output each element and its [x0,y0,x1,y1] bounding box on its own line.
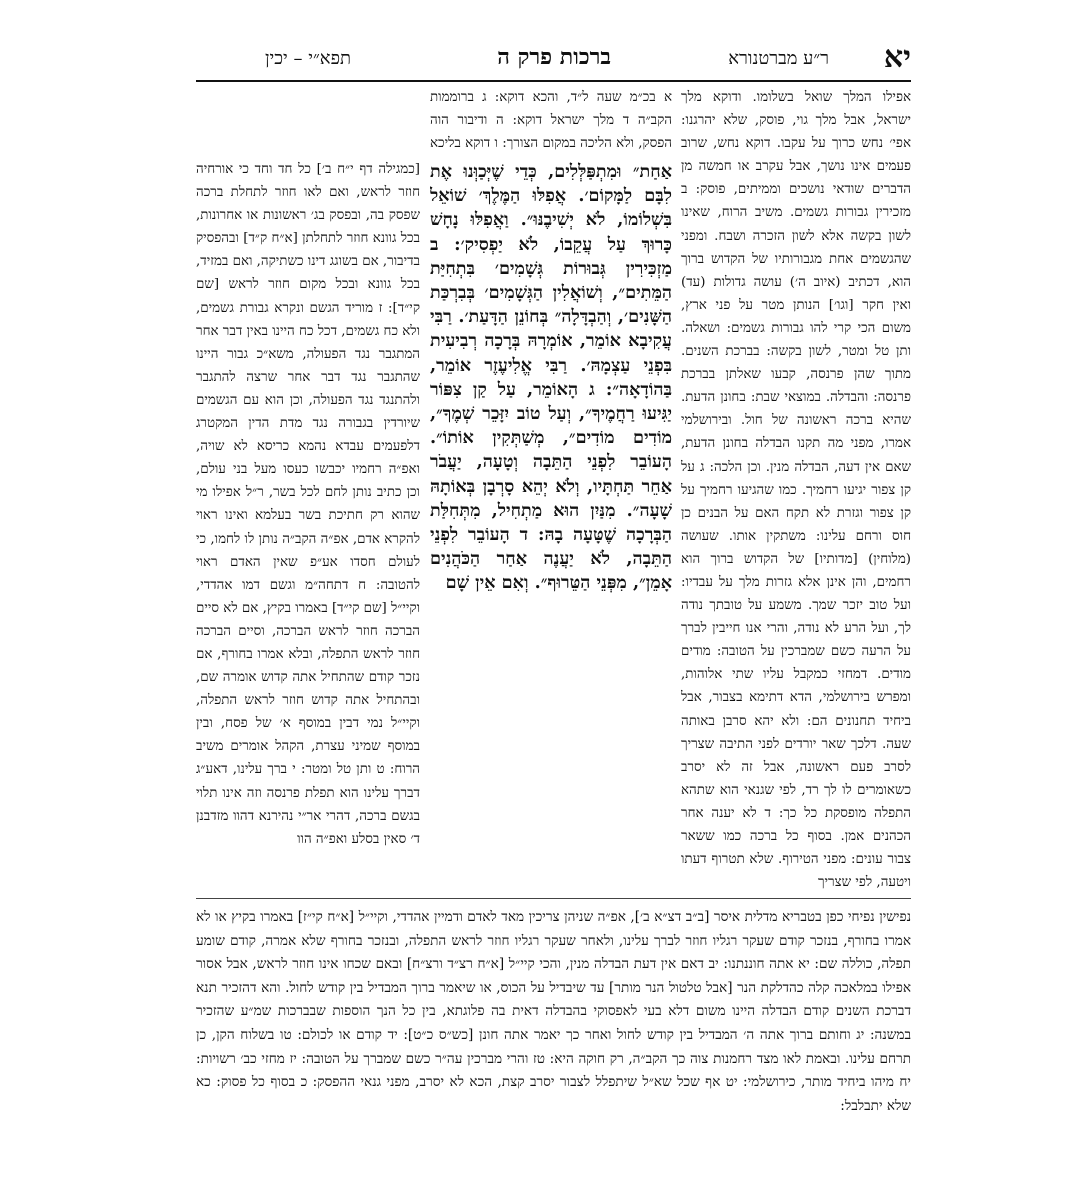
tiferet-top-notes [430,86,672,158]
bottom-commentary [196,906,911,1186]
header-rule [196,80,911,82]
bartenura-text: אפילו המלך שואל בשלומו. ודוקא מלך ישראל, אבל מלך גוי, פוסק, שלא יהרגנו: אפי׳ נחש כרוך על עקבו. דוקא נחש, שרוב פעמים אינו נושך, אבל עקרב או חמשה מן הדברים שודאי נושכים וממיתים, פוסק: ב מזכירין גבורות גשמים. משיב הרוח, שאינו לשון בקשה אלא לשון הזכרה ושבח. ומפני שהגשמים אחת מגבורותיו של הקדוש ברוך הוא, דכתיב (איוב ה׳) עושה גדולות (עד) ואין חקר [וגו׳] הנותן מטר על פני ארץ, משום הכי קרי להו גבורות גשמים: ושאלה. ותן טל ומטר, לשון בקשה: בברכת השנים. מתוך שהן פרנסה, קבעו שאלתן בברכת פרנסה: והבדלה. במוצאי שבת: בחונן הדעת. שהיא ברכה ראשונה של חול. ובירושלמי אמרו, מפני מה תקנו הבדלה בחונן הדעת, שאם אין דעה, הבדלה מנין. וכן הלכה: ג על קן צפור יגיעו רחמיך. כמו שהגיעו רחמיך על קן צפור וגזרת לא תקח האם על הבנים כן חוס ורחם עלינו: משתקין אותו. שעושה (מלוחין) [מדותיו] של הקדוש ברוך הוא רחמים, והן אינן אלא גזרות מלך על עבדיו: ועל טוב יזכר שמך. משמע על טובתך נודה לך, ועל הרע לא נודה, והרי אנו חייבין לברך על הרעה כשם שמברכין על הטובה: מודים מודים. דמחזי כמקבל עליו שתי אלוהות, ומפרש בירושלמי, הדא דתימא בצבור, אבל ביחיד תחנונים הם: ולא יהא סרבן באותה שעה. דלכך שאר יורדים לפני התיבה שצריך לסרב פעם ראשונה, אבל זה לא יסרב כשאומרים לו לך רד, לפי שגנאי הוא שתהא התפלה מופסקת כל כך: ד לא יענה אחר הכהנים אמן. בסוף כל ברכה כמו ששאר צבור עונים: מפני הטירוף. שלא תטרוף דעתו ויטעה, לפי שצריך [681,90,911,891]
tiferet-top-text: א בכ״מ שעה ל״ד, והכא דוקא: ג ברוממות הקב״ה ד מלך ישראל דוקא: ה ודיבור הוה הפסק, ולא הליכה במקום הצורך: ו דוקא בליכא [430,90,672,152]
mishnah-text: אַחַת״ וּמִתְפַּלְּלִים, כְּדֵי שֶׁיְּכַוְּנוּ אֶת לִבָּם לַמָּקוֹם׳. אֲפִלּוּ הַמֶּלֶךְ׳ שׁוֹאֵל בִּשְׁלוֹמוֹ, לֹא יְשִׁיבֶנּוּ״. וַאֲפִלּוּ נָחָשׁ כָּרוּךְ עַל עֲקֵבוֹ, לֹא יַפְסִיק׳: ב מַזְכִּירִין גְּבוּרוֹת גְּשָׁמִים׳ בִּתְחִיַּת הַמֵּתִים״, וְשׁוֹאֲלִין הַגְּשָׁמִים׳ בְּבִרְכַּת הַשָּׁנִים׳, וְהַבְדָּלָה״ בְּחוֹנֵן הַדָּעַת׳. רַבִּי עֲקִיבָא אוֹמֵר, אוֹמְרָהּ בְּרָכָה רְבִיעִית בִּפְנֵי עַצְמָהּ׳. רַבִּי אֱלִיעֶזֶר אוֹמֵר, בַּהוֹדָאָה״: ג הָאוֹמֵר, עַל קַן צִפּוֹר יַגִּיעוּ רַחֲמֶיךָ״, וְעַל טוֹב יִזָּכֵר שְׁמֶךָ״, מוֹדִים מוֹדִים״, מְשַׁתְּקִין אוֹתוֹ״. הָעוֹבֵר לִפְנֵי הַתֵּבָה וְטָעָה, יַעֲבֹר אַחֵר תַּחְתָּיו, וְלֹא יְהֵא סָרְבָן בְּאוֹתָהּ שָׁעָה״. מִנַּיִן הוּא מַתְחִיל, מִתְּחִלַּת הַבְּרָכָה שֶׁטָּעָה בָהּ: ד הָעוֹבֵר לִפְנֵי הַתֵּבָה, לֹא יַעֲנֶה אַחַר הַכֹּהֲנִים אָמֵן״, מִפְּנֵי הַטֵּרוּף״. וְאִם אֵין שָׁם [430,161,672,594]
tiferet-text: [כמגילה דף י״ח ב׳] כל חד וחד כי אורחיה חוזר לראש, ואם לאו חוזר לתחלת ברכה שפסק בה, ובפסק בג׳ ראשונות או אחרונות, בכל גוונא חוזר לתחלתן [א״ח ק״ד] ובהפסיק בדיבור, אם בשוגג דינו כשתיקה, ואם במזיד, בכל גוונא ובכל מקום חוזר לראש [שם קי״ד]: ז מוריד הגשם ונקרא גבורת גשמים, ולא כח גשמים, דכל כח היינו באין דבר אחר המתגבר נגד הפעולה, משא״כ גבור היינו שהתגבר נגד דבר אחר שרצה להתגבר ולהתנגד נגד הפעולה, וכן הוא עם הגשמים שיורדין בגבורה נגד מדת הדין המקטרג דלפעמים עבדא נהמא כריסא לא שויה, ואפ״ה רחמיו יכבשו כעסו מעל בני עולם, וכן כתיב נותן לחם לכל בשר, ר״ל אפילו מי שהוא רק חתיכת בשר בעלמא ואינו ראוי להקרא אדם, אפ״ה הקב״ה נותן לו לחמו, כי לעולם חסדו אע״פ שאין האדם ראוי להטובה: ח דתחה״מ וגשם דמו אהדדי, וקיי״ל [שם קי״ד] באמרו בקיץ, אם לא סיים הברכה חוזר לראש הברכה, וסיים הברכה חוזר לראש התפלה, ובלא אמרו בחורף, אם נזכר קודם שהתחיל אתה קדוש אומרה שם, ובהתחיל אתה קדוש חוזר לראש התפלה, וקיי״ל נמי דבין במוסף א׳ של פסח, ובין במוסף שמיני עצרת, הקהל אומרים משיב הרוח: ט ותן טל ומטר: י ברך עלינו, דאע״ג דברך עלינו הוא תפלת פרנסה וזה אינו תלוי בגשם ברכה, דהרי אר״י נהירנא דהוו מזדבנן ד׳ סאין בסלע ואפ״ה הוו [196,162,420,847]
bottom-divider [196,898,911,899]
page-number: יא [883,40,911,75]
bottom-commentary-text: נפישין נפיחי כפן בטבריא מדלית איסר [ב״ב דצ״א ב׳], אפ״ה שניהן צריכין מאד לאדם ודמיין אהדדי, וקיי״ל [א״ח קי״ז] באמרו בקיץ או לא אמרו בחורף, בנזכר קודם שעקר רגליו חוזר לברך עלינו, ולאחר שעקר רגליו חוזר לראש התפלה, ובנזכר בחורף שלא אמרה, קודם שומע תפלה, כוללה שם: יא אתה חוננתנו: יב דאם אין דעת הבדלה מנין, והכי קיי״ל [א״ח רצ״ד ורצ״ח] ובאם שכחו אינו חוזר לראש, אבל אסור אפילו במלאכה קלה כהדלקת הנר [אבל טלטול הנר מותר] עד שיבדיל על הכוס, או שיאמר ברוך המבדיל בין קודש לחול. והא דהזכיר תנא דברכת השנים קודם הבדלה היינו משום דלא בעי לאפסוקי בהבדלה דאית בה פלוגתא, בין כל הנך הוספות שבברכות שמ״ע שהזכיר במשנה: יג וחותם ברוך אתה ה׳ המבדיל בין קודש לחול ואחר כך יאמר אתה חונן [כש״ס כ״ט]: יד קודם או לכולם: טו בשלוח הקן, כן תרחם עלינו. ובאמת לאו מצד רחמנות צוה כך הקב״ה, רק חוקה היא: טז והרי מברכין עה״ר כשם שמברך על הטובה: יז מחזי כב׳ רשויות: יח מיהו ביחיד מותר, כירושלמי: יט אף שכל שא״ל שיתפלל לצבור יסרב קצת, הכא לא יסרב, מפני גנאי ההפסק: כ בסוף כל פסוק: כא שלא יתבלבל: [196,909,911,1114]
bartenura-commentary-column [681,86,911,918]
center-running-title: ברכות פרק ה [497,44,611,70]
right-running-title: ר״ע מברטנורא [728,48,829,69]
tiferet-commentary-column [196,158,420,903]
mishnah-text-column [430,160,672,760]
page-header [196,40,911,75]
left-running-title: תפא״י – יכין [264,48,351,69]
